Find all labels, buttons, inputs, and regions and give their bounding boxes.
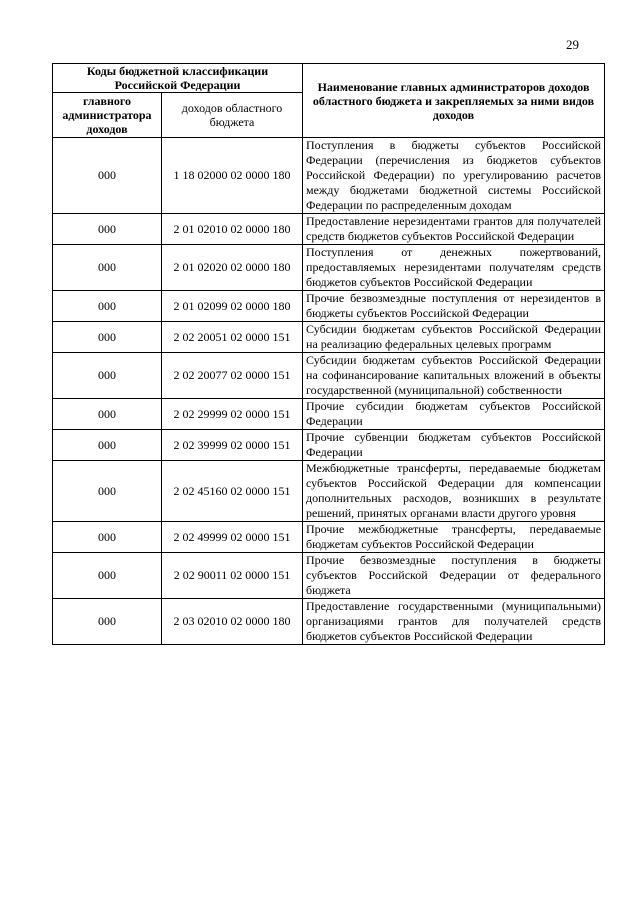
revenue-code-cell: 2 02 90011 02 0000 151 [162, 553, 303, 599]
admin-code-cell: 000 [53, 553, 162, 599]
revenue-code-cell: 2 02 20077 02 0000 151 [162, 353, 303, 399]
header-codes-group: Коды бюджетной классификации Российской Федерации [53, 64, 303, 93]
revenue-name-cell: Субсидии бюджетам субъектов Российской Федерации на реализацию федеральных целевых программ [303, 322, 605, 353]
table-row [53, 138, 605, 214]
table-row [53, 430, 605, 461]
header-admin-column: главного администратора доходов [53, 93, 162, 138]
revenue-name-cell: Прочие безвозмездные поступления в бюджеты субъектов Российской Федерации от федерального бюджета [303, 553, 605, 599]
revenue-code-cell: 2 01 02099 02 0000 180 [162, 291, 303, 322]
revenue-code-cell: 2 02 45160 02 0000 151 [162, 461, 303, 522]
revenue-name-cell: Предоставление государственными (муниципальными) организациями грантов для получателей средств бюджетов субъектов Российской Федерации [303, 599, 605, 645]
revenue-code-cell: 2 02 49999 02 0000 151 [162, 522, 303, 553]
revenue-name-cell: Предоставление нерезидентами грантов для получателей средств бюджетов субъектов Российской Федерации [303, 214, 605, 245]
revenue-code-cell: 2 02 39999 02 0000 151 [162, 430, 303, 461]
revenue-name-cell: Субсидии бюджетам субъектов Российской Федерации на софинансирование капитальных вложений в объекты государственной (муниципальной) собственности [303, 353, 605, 399]
page-number: 29 [566, 37, 579, 52]
table-row [53, 322, 605, 353]
table-row [53, 245, 605, 291]
header-name-column: Наименование главных администраторов доходов областного бюджета и закрепляемых за ними видов доходов [303, 64, 605, 138]
admin-code-cell: 000 [53, 322, 162, 353]
revenue-name-cell: Поступления в бюджеты субъектов Российской Федерации (перечисления из бюджетов субъектов Российской Федерации) по урегулированию расчетов между бюджетами бюджетной системы Российской Федерации по распределенным доходам [303, 138, 605, 214]
revenue-name-cell: Прочие межбюджетные трансферты, передаваемые бюджетам субъектов Российской Федерации [303, 522, 605, 553]
revenue-code-cell: 2 02 20051 02 0000 151 [162, 322, 303, 353]
table-row [53, 291, 605, 322]
revenue-code-cell: 1 18 02000 02 0000 180 [162, 138, 303, 214]
revenue-name-cell: Поступления от денежных пожертвований, предоставляемых нерезидентами получателям средств бюджетов субъектов Российской Федерации [303, 245, 605, 291]
table-row [53, 599, 605, 645]
revenue-name-cell: Прочие безвозмездные поступления от нерезидентов в бюджеты субъектов Российской Федерации [303, 291, 605, 322]
revenue-name-cell: Прочие субвенции бюджетам субъектов Российской Федерации [303, 430, 605, 461]
revenue-administrators-table [52, 63, 605, 645]
table-header [53, 64, 605, 138]
table-row [53, 522, 605, 553]
header-row-top [53, 64, 605, 93]
admin-code-cell: 000 [53, 522, 162, 553]
admin-code-cell: 000 [53, 430, 162, 461]
revenue-code-cell: 2 02 29999 02 0000 151 [162, 399, 303, 430]
admin-code-cell: 000 [53, 138, 162, 214]
admin-code-cell: 000 [53, 461, 162, 522]
table-body [53, 138, 605, 645]
table-row [53, 353, 605, 399]
revenue-code-cell: 2 01 02020 02 0000 180 [162, 245, 303, 291]
revenue-name-cell: Прочие субсидии бюджетам субъектов Российской Федерации [303, 399, 605, 430]
admin-code-cell: 000 [53, 399, 162, 430]
admin-code-cell: 000 [53, 245, 162, 291]
admin-code-cell: 000 [53, 214, 162, 245]
header-revenue-column: доходов областного бюджета [162, 93, 303, 138]
table-row [53, 214, 605, 245]
table-row [53, 399, 605, 430]
admin-code-cell: 000 [53, 291, 162, 322]
table-row [53, 461, 605, 522]
revenue-code-cell: 2 03 02010 02 0000 180 [162, 599, 303, 645]
table-row [53, 553, 605, 599]
revenue-name-cell: Межбюджетные трансферты, передаваемые бюджетам субъектов Российской Федерации для компенсации дополнительных расходов, возникших в результате решений, принятых органами власти другого уровня [303, 461, 605, 522]
revenue-code-cell: 2 01 02010 02 0000 180 [162, 214, 303, 245]
admin-code-cell: 000 [53, 599, 162, 645]
admin-code-cell: 000 [53, 353, 162, 399]
